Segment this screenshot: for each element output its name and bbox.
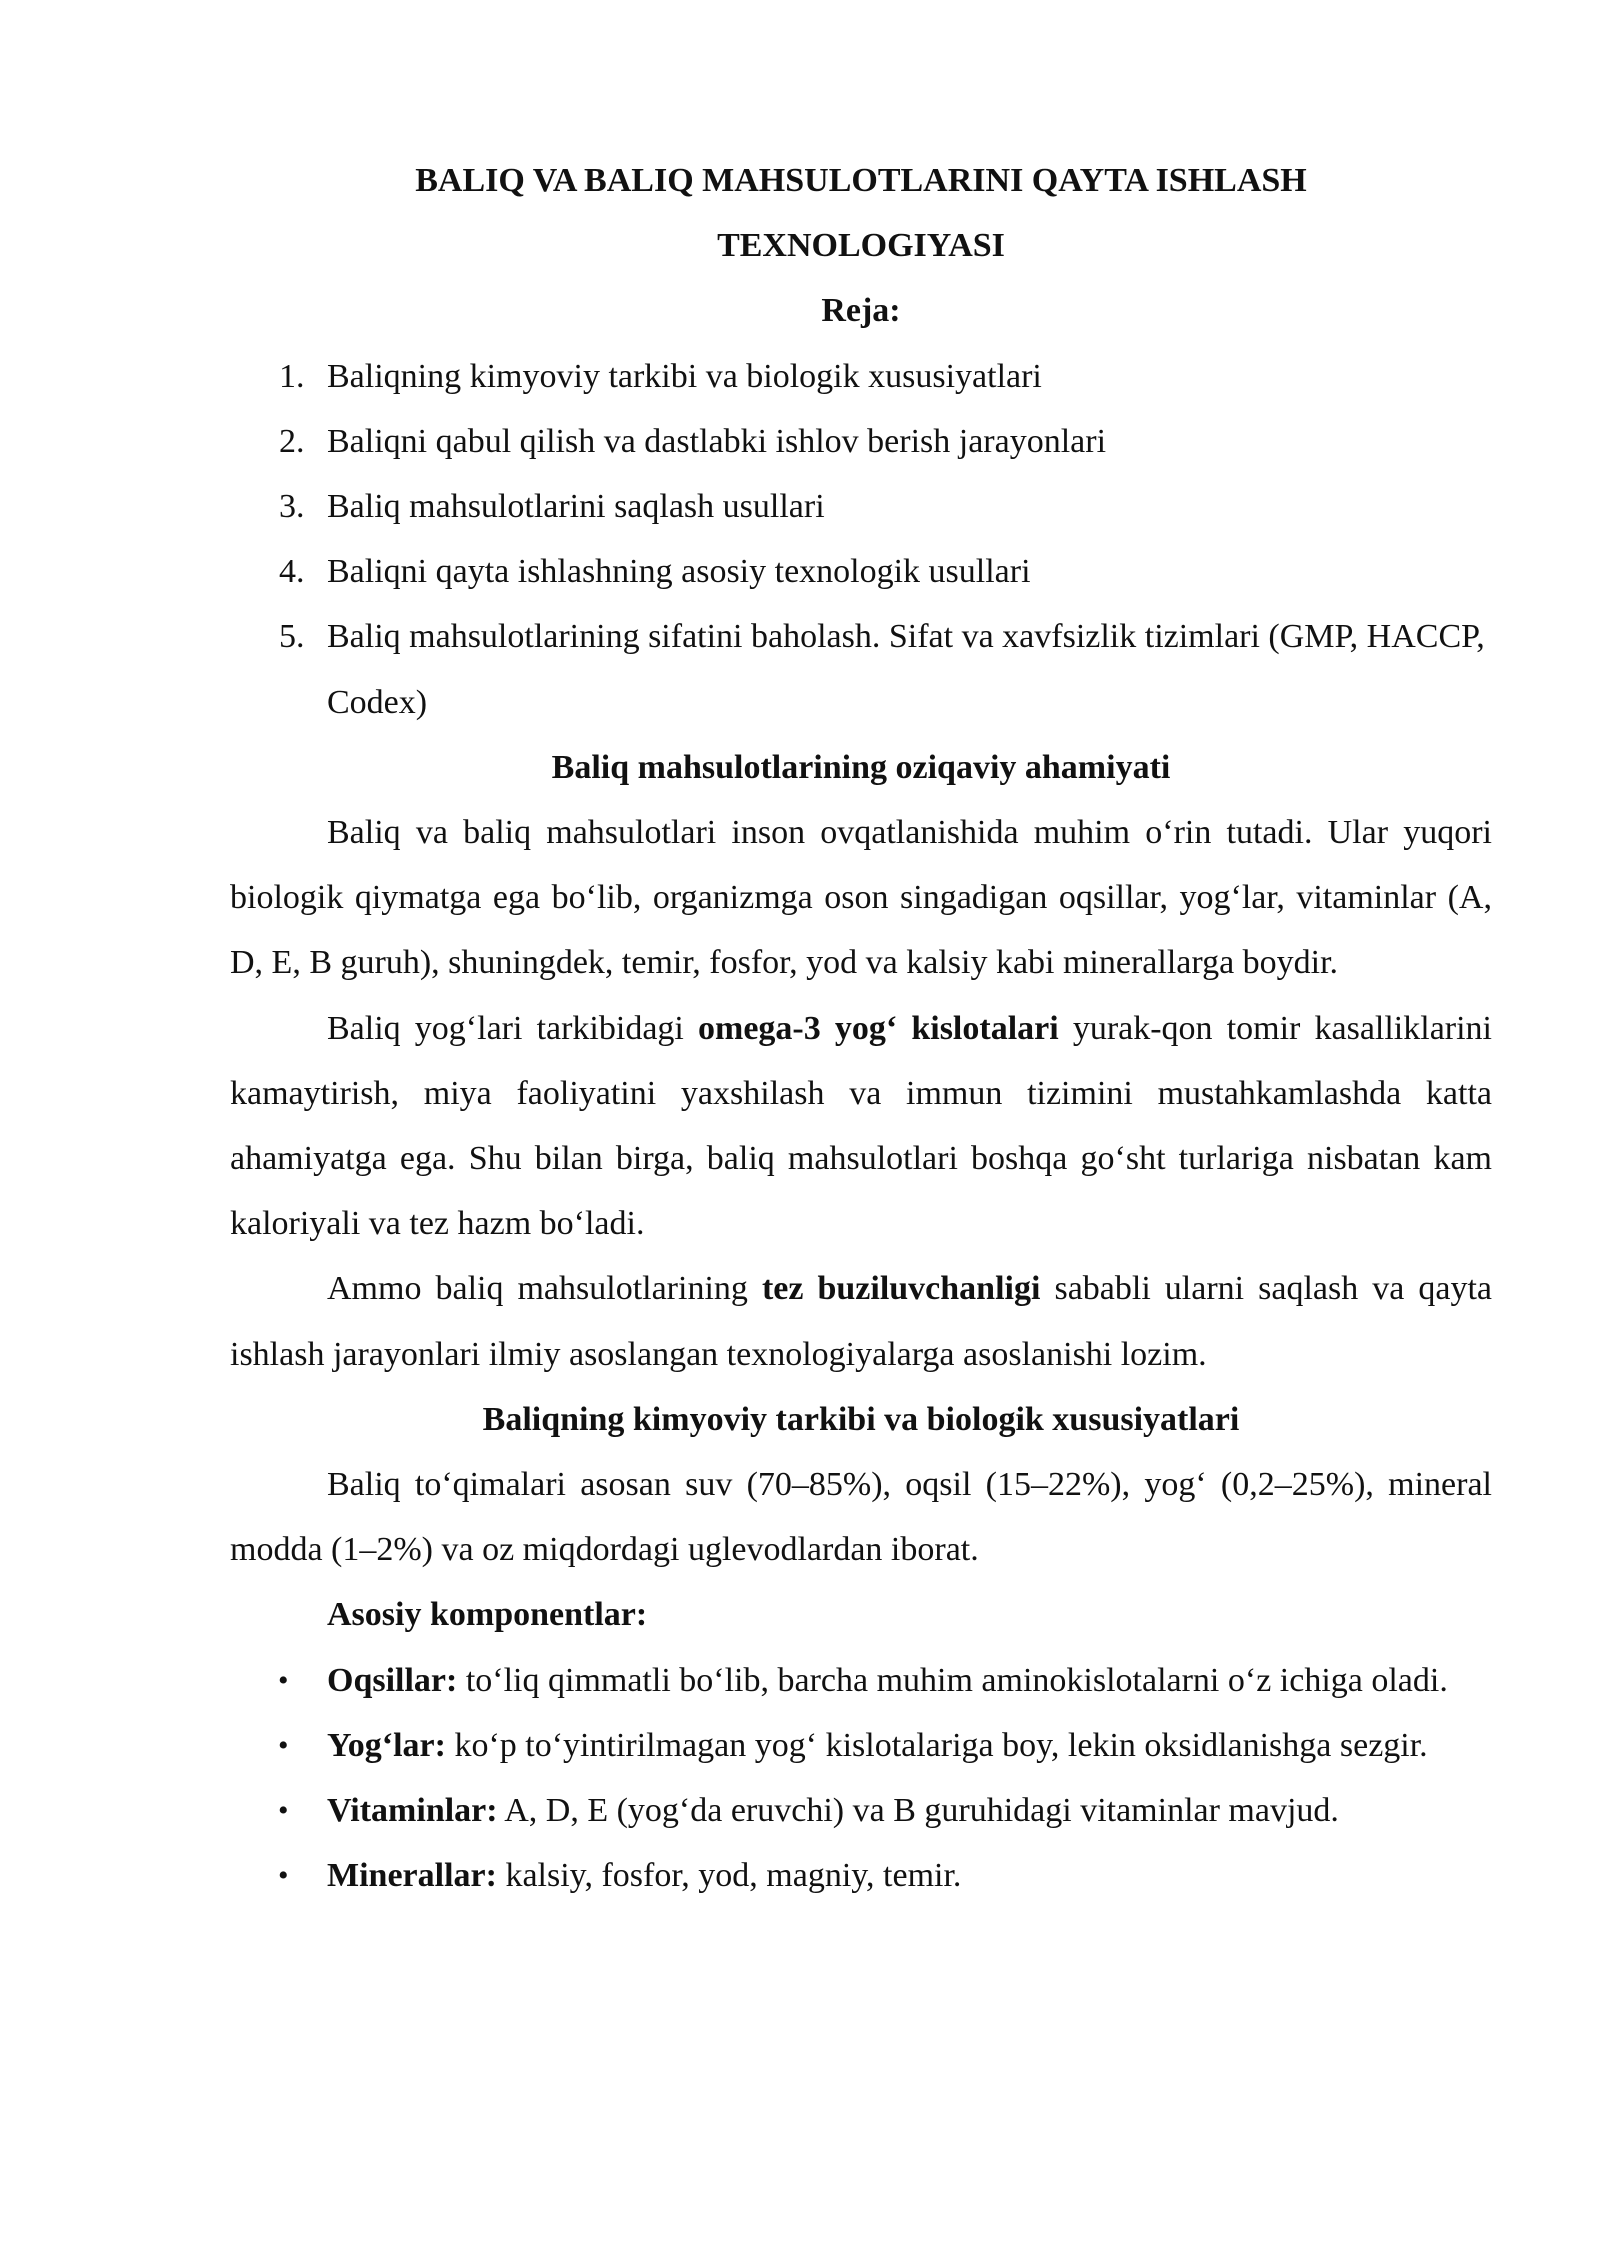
plan-item: [230, 604, 1492, 734]
document-title-line1: BALIQ VA BALIQ MAHSULOTLARINI QAYTA ISHLASH: [415, 162, 1307, 199]
plan-item: [230, 409, 1492, 474]
paragraph-text: sababli ularni saqlash va qayta ishlash jarayonlari ilmiy asoslangan texnologiyalarga asoslanishi lozim.: [230, 1270, 1493, 1373]
component-text: ko‘p to‘yintirilmagan yog‘ kislotalariga boy, lekin oksidlanishga sezgir.: [445, 1726, 1428, 1764]
paragraph-text: Ammo baliq mahsulotlarining: [327, 1270, 762, 1308]
component-text: A, D, E (yog‘da eruvchi) va B guruhidagi vitaminlar mavjud.: [497, 1792, 1339, 1830]
plan-item-text: Baliqni qabul qilish va dastlabki ishlov berish jarayonlari: [327, 422, 1107, 460]
component-term: Vitaminlar:: [327, 1792, 498, 1830]
plan-item-number: 2.: [279, 422, 305, 460]
bullet-icon: •: [278, 1728, 289, 1762]
composition-paragraph: Baliq to‘qimalari asosan suv (70–85%), oqsil (15–22%), yog‘ (0,2–25%), mineral modda (1–2%) va oz miqdordagi uglevodlardan iborat.: [230, 1466, 1492, 1569]
component-item: [230, 1778, 1492, 1843]
bullet-icon: •: [278, 1859, 289, 1893]
nutrition-paragraph-2: [230, 996, 1492, 1257]
omega3-emphasis: omega-3 yog‘ kislotalari: [698, 1009, 1059, 1047]
component-text: to‘liq qimmatli bo‘lib, barcha muhim aminokislotalarni o‘z ichiga oladi.: [457, 1661, 1448, 1699]
plan-item-text: Baliqning kimyoviy tarkibi va biologik xususiyatlari: [327, 357, 1042, 395]
plan-item-number: 5.: [279, 618, 305, 656]
bullet-icon: •: [278, 1794, 289, 1828]
plan-item-text: Baliq mahsulotlarining sifatini baholash. Sifat va xavfsizlik tizimlari (GMP, HACCP, Codex): [327, 618, 1485, 721]
plan-item-number: 1.: [279, 357, 305, 395]
components-list: [230, 1648, 1492, 1909]
bullet-icon: •: [278, 1663, 289, 1697]
nutrition-paragraph-3: [230, 1256, 1492, 1386]
plan-list: [230, 344, 1492, 735]
section-heading-nutrition: Baliq mahsulotlarining oziqaviy ahamiyati: [551, 748, 1171, 786]
component-text: kalsiy, fosfor, yod, magniy, temir.: [496, 1857, 962, 1895]
document-page: [230, 148, 1492, 1908]
nutrition-paragraph-1: Baliq va baliq mahsulotlari inson ovqatlanishida muhim o‘rin tutadi. Ular yuqori biologik qiymatga ega bo‘lib, organizmga oson singadigan oqsillar, yog‘lar, vitaminlar (A, D, E, B guruh), shuningdek, temir, fosfor, yod va kalsiy kabi minerallarga boydir.: [230, 814, 1492, 982]
plan-item-text: Baliqni qayta ishlashning asosiy texnologik usullari: [327, 553, 1031, 591]
plan-item-number: 4.: [279, 553, 305, 591]
document-title-line2: TEXNOLOGIYASI: [717, 227, 1005, 265]
component-term: Oqsillar:: [327, 1661, 458, 1699]
plan-item: [230, 539, 1492, 604]
plan-item: [230, 474, 1492, 539]
section-heading-composition: Baliqning kimyoviy tarkibi va biologik xususiyatlari: [482, 1400, 1240, 1438]
plan-heading: Reja:: [821, 292, 901, 330]
component-item: [230, 1648, 1492, 1713]
perishability-emphasis: tez buziluvchanligi: [761, 1270, 1041, 1308]
paragraph-text: yurak-qon tomir kasalliklarini kamaytirish, miya faoliyatini yaxshilash va immun tizimini mustahkamlashda katta ahamiyatga ega. Shu bilan birga, baliq mahsulotlari boshqa go‘sht turlariga nisbatan kam kaloriyali va tez hazm bo‘ladi.: [230, 1009, 1493, 1243]
components-heading: Asosiy komponentlar:: [327, 1596, 648, 1634]
plan-item: [230, 344, 1492, 409]
component-item: [230, 1843, 1492, 1908]
paragraph-text: Baliq yog‘lari tarkibidagi: [327, 1009, 698, 1047]
component-item: [230, 1713, 1492, 1778]
plan-item-number: 3.: [279, 488, 305, 526]
component-term: Yog‘lar:: [327, 1726, 446, 1764]
component-term: Minerallar:: [327, 1857, 497, 1895]
plan-item-text: Baliq mahsulotlarini saqlash usullari: [327, 488, 825, 526]
